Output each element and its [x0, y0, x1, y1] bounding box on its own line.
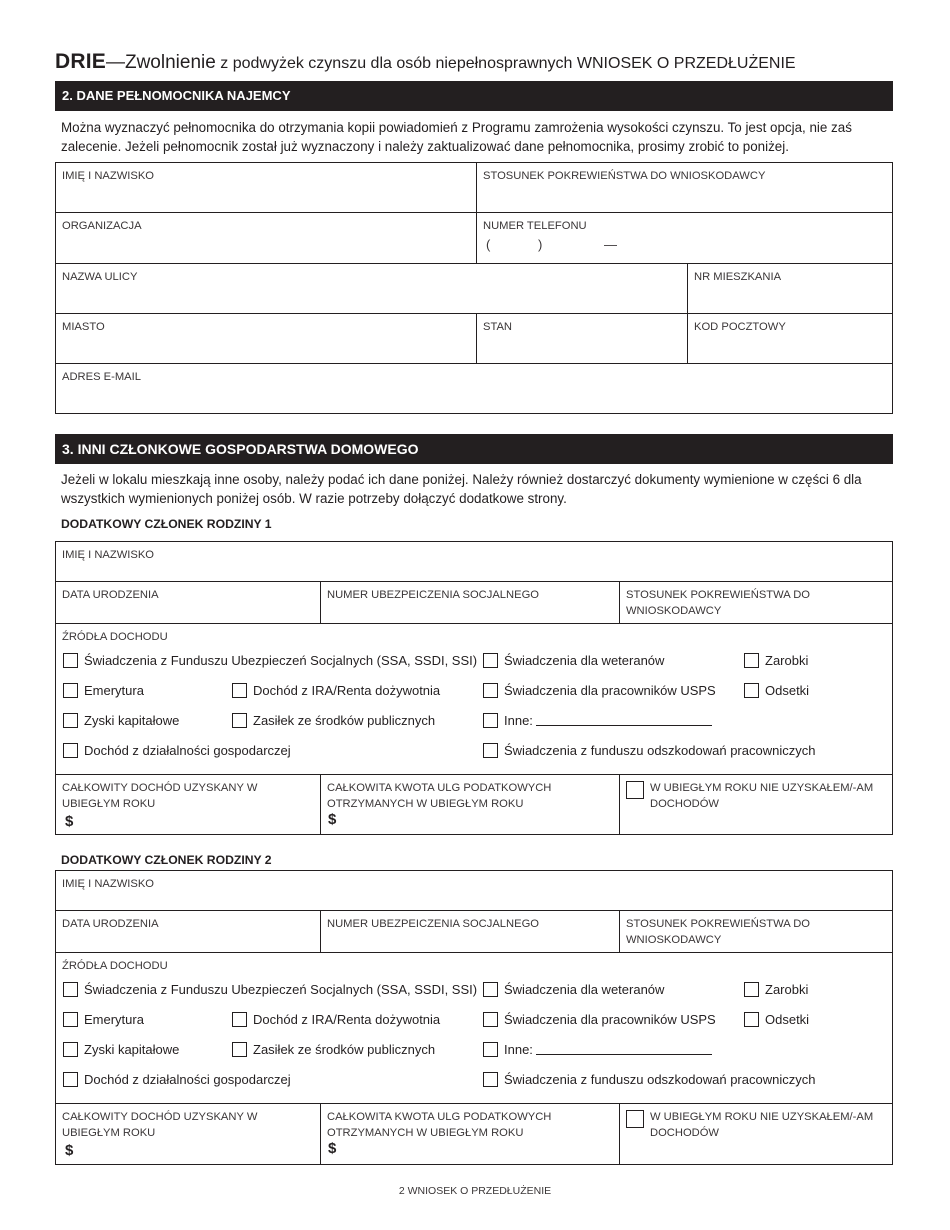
option-label: Zasiłek ze środków publicznych	[253, 713, 436, 728]
checkbox-square[interactable]	[63, 713, 78, 728]
checkbox-square[interactable]	[63, 1042, 78, 1057]
member-1-other-line[interactable]	[536, 715, 712, 726]
checkbox-square[interactable]	[483, 743, 498, 758]
member-1-dob-label: DATA URODZENIA	[62, 589, 159, 601]
checkbox-square[interactable]	[626, 1110, 644, 1128]
section-3-intro: Jeżeli w lokalu mieszkają inne osoby, należy podać ich dane poniżej. Należy również dostarczyć dokumenty wymienione w części 6 dla wszystkich wymienionych poniżej osób. W razie potrzeby dołączyć dodatkowe strony.	[61, 472, 862, 506]
option-label: Świadczenia z Funduszu Ubezpieczeń Socjalnych (SSA, SSDI, SSI)	[84, 982, 478, 997]
member-2-total-income-cell[interactable]	[56, 1104, 320, 1164]
page-footer: 2 WNIOSEK O PRZEDŁUŻENIE	[398, 1185, 552, 1197]
option-label: Zyski kapitałowe	[84, 1042, 180, 1057]
checkbox-square[interactable]	[483, 653, 498, 668]
member-2-income-sources-label: ŹRÓDŁA DOCHODU	[62, 960, 168, 972]
option-label: Dochód z IRA/Renta dożywotnia	[253, 1012, 441, 1027]
option-label: Emerytura	[84, 683, 144, 698]
agent-row-5	[56, 364, 892, 413]
member-2-row-totals	[56, 1104, 892, 1164]
member-2-dob-cell[interactable]	[56, 911, 320, 952]
form-title	[55, 50, 796, 74]
member-1-tax-credits-label: CAŁKOWITA KWOTA ULG PODATKOWYCH OTRZYMANYCH W UBIEGŁYM ROKU	[327, 782, 552, 810]
agent-apartment-cell[interactable]	[687, 264, 892, 313]
member-1-name-label: IMIĘ I NAZWISKO	[62, 549, 154, 561]
member-2-dob-label: DATA URODZENIA	[62, 918, 159, 930]
member-2-workers-comp-checkbox[interactable]	[483, 1072, 815, 1087]
member-2-ssn-label: NUMER UBEZPEICZENIA SOCJALNEGO	[327, 918, 539, 930]
agent-row-4	[56, 314, 892, 364]
member-1-income-sources-cell	[56, 624, 892, 774]
agent-details-table	[55, 162, 893, 414]
member-2-ira-checkbox[interactable]	[232, 1012, 440, 1027]
member-1-business-checkbox[interactable]	[63, 743, 291, 758]
member-2-capital-checkbox[interactable]	[63, 1042, 179, 1057]
option-label: Świadczenia dla weteranów	[504, 982, 665, 997]
member-1-other-checkbox[interactable]	[483, 713, 712, 728]
member-2-name-label: IMIĘ I NAZWISKO	[62, 878, 154, 890]
member-1-ssn-cell[interactable]	[320, 582, 619, 623]
option-label: Zyski kapitałowe	[84, 713, 180, 728]
agent-state-cell[interactable]	[476, 314, 687, 363]
checkbox-square[interactable]	[744, 1012, 759, 1027]
agent-phone-cell[interactable]	[476, 213, 892, 263]
member-2-no-income-cell	[619, 1104, 892, 1164]
checkbox-square[interactable]	[63, 1012, 78, 1027]
agent-zip-label: KOD POCZTOWY	[694, 321, 786, 333]
phone-open-paren: (	[486, 237, 491, 252]
agent-relationship-cell[interactable]	[476, 163, 892, 212]
option-label: W UBIEGŁYM ROKU NIE UZYSKAŁEM/-AM DOCHODÓW	[650, 1111, 874, 1139]
option-label: Świadczenia dla weteranów	[504, 653, 665, 668]
option-label: Emerytura	[84, 1012, 144, 1027]
option-label: Inne:	[504, 1042, 533, 1057]
phone-close-paren: )	[537, 237, 543, 252]
agent-email-cell[interactable]	[56, 364, 892, 413]
member-2-pension-checkbox[interactable]	[63, 1012, 144, 1027]
phone-format	[486, 237, 617, 252]
checkbox-square[interactable]	[626, 781, 644, 799]
option-label: W UBIEGŁYM ROKU NIE UZYSKAŁEM/-AM DOCHODÓW	[650, 782, 874, 810]
member-1-interest-checkbox[interactable]	[744, 683, 809, 698]
phone-dash: —	[603, 237, 617, 252]
option-label: Zarobki	[765, 982, 809, 997]
member-1-usps-checkbox[interactable]	[483, 683, 716, 698]
member-2-total-income-currency: $	[65, 1142, 74, 1159]
option-label: Zarobki	[765, 653, 809, 668]
checkbox-square[interactable]	[483, 683, 498, 698]
member-2-other-checkbox[interactable]	[483, 1042, 712, 1057]
checkbox-square[interactable]	[63, 683, 78, 698]
option-label: Świadczenia z funduszu odszkodowań pracowniczych	[504, 743, 816, 758]
member-1-total-income-currency: $	[65, 813, 74, 830]
checkbox-square[interactable]	[232, 1012, 247, 1027]
agent-name-cell[interactable]	[56, 163, 476, 212]
member-1-heading: DODATKOWY CZŁONEK RODZINY 1	[61, 517, 272, 531]
member-2-name-cell[interactable]	[56, 871, 892, 910]
agent-row-1	[56, 163, 892, 213]
agent-phone-label: NUMER TELEFONU	[483, 220, 587, 232]
member-1-row-income-sources	[56, 624, 892, 775]
member-1-row-totals	[56, 775, 892, 834]
option-label: Odsetki	[765, 1012, 810, 1027]
member-1-veterans-checkbox[interactable]	[483, 653, 664, 668]
member-1-earnings-checkbox[interactable]	[744, 653, 808, 668]
agent-state-label: STAN	[483, 321, 513, 333]
agent-street-cell[interactable]	[56, 264, 687, 313]
member-1-tax-credits-currency: $	[328, 811, 337, 828]
member-2-table	[55, 870, 893, 1165]
option-label: Dochód z działalności gospodarczej	[84, 743, 291, 758]
agent-zip-cell[interactable]	[687, 314, 892, 363]
member-1-ira-checkbox[interactable]	[232, 683, 440, 698]
checkbox-square[interactable]	[483, 982, 498, 997]
member-2-row-ids	[56, 911, 892, 953]
agent-email-label: ADRES E-MAIL	[62, 371, 141, 383]
member-2-heading: DODATKOWY CZŁONEK RODZINY 2	[61, 853, 272, 867]
member-2-business-checkbox[interactable]	[63, 1072, 291, 1087]
option-label: Świadczenia z funduszu odszkodowań pracowniczych	[504, 1072, 816, 1087]
brand-name: DRIE	[55, 50, 106, 73]
option-label: Zasiłek ze środków publicznych	[253, 1042, 436, 1057]
member-2-income-sources-cell	[56, 953, 892, 1103]
member-2-usps-checkbox[interactable]	[483, 1012, 716, 1027]
section-2-intro: Można wyznaczyć pełnomocnika do otrzymania kopii powiadomień z Programu zamrożenia wysokości czynszu. To jest opcja, nie zaś zalecenie. Jeżeli pełnomocnik został już wyznaczony i należy zaktualizować dane pełnomocnika, prosimy zrobić to poniżej.	[61, 120, 852, 154]
checkbox-square[interactable]	[232, 713, 247, 728]
section-3-header: 3. INNI CZŁONKOWE GOSPODARSTWA DOMOWEGO	[55, 434, 893, 464]
checkbox-square[interactable]	[744, 982, 759, 997]
agent-row-2	[56, 213, 892, 264]
agent-apartment-label: NR MIESZKANIA	[694, 271, 782, 283]
member-1-row-ids	[56, 582, 892, 624]
member-1-pension-checkbox[interactable]	[63, 683, 144, 698]
option-label: Dochód z IRA/Renta dożywotnia	[253, 683, 441, 698]
checkbox-square[interactable]	[63, 1072, 78, 1087]
member-1-total-income-label: CAŁKOWITY DOCHÓD UZYSKANY W UBIEGŁYM ROKU	[62, 782, 258, 810]
agent-organization-label: ORGANIZACJA	[62, 220, 142, 232]
member-2-other-line[interactable]	[536, 1044, 712, 1055]
option-label: Świadczenia z Funduszu Ubezpieczeń Socjalnych (SSA, SSDI, SSI)	[84, 653, 478, 668]
agent-name-label: IMIĘ I NAZWISKO	[62, 170, 154, 182]
checkbox-square[interactable]	[63, 982, 78, 997]
checkbox-square[interactable]	[232, 683, 247, 698]
member-2-ssn-cell[interactable]	[320, 911, 619, 952]
agent-city-cell[interactable]	[56, 314, 476, 363]
member-1-ssa-checkbox[interactable]	[63, 653, 477, 668]
member-2-interest-checkbox[interactable]	[744, 1012, 809, 1027]
option-label: Inne:	[504, 713, 533, 728]
member-2-row-income-sources	[56, 953, 892, 1104]
member-1-dob-cell[interactable]	[56, 582, 320, 623]
member-2-veterans-checkbox[interactable]	[483, 982, 664, 997]
checkbox-square[interactable]	[63, 653, 78, 668]
title-part-2: z podwyżek czynszu dla osób niepełnosprawnych WNIOSEK O PRZEDŁUŻENIE	[215, 55, 796, 72]
checkbox-square[interactable]	[232, 1042, 247, 1057]
member-1-income-sources-label: ŹRÓDŁA DOCHODU	[62, 631, 168, 643]
checkbox-square[interactable]	[744, 653, 759, 668]
member-2-relationship-label: STOSUNEK POKREWIEŃSTWA DO WNIOSKODAWCY	[626, 918, 810, 946]
member-2-no-income-checkbox[interactable]	[626, 1109, 880, 1141]
checkbox-square[interactable]	[63, 743, 78, 758]
member-1-tax-credits-cell[interactable]	[320, 775, 619, 834]
member-2-public-checkbox[interactable]	[232, 1042, 435, 1057]
member-2-tax-credits-cell[interactable]	[320, 1104, 619, 1164]
agent-street-label: NAZWA ULICY	[62, 271, 138, 283]
checkbox-square[interactable]	[483, 1042, 498, 1057]
member-1-no-income-checkbox[interactable]	[626, 780, 880, 812]
member-2-ssa-checkbox[interactable]	[63, 982, 477, 997]
member-2-tax-credits-currency: $	[328, 1140, 337, 1157]
option-label: Świadczenia dla pracowników USPS	[504, 1012, 716, 1027]
member-1-relationship-cell[interactable]	[619, 582, 892, 623]
checkbox-square[interactable]	[744, 683, 759, 698]
member-2-relationship-cell[interactable]	[619, 911, 892, 952]
member-2-total-income-label: CAŁKOWITY DOCHÓD UZYSKANY W UBIEGŁYM ROKU	[62, 1111, 258, 1139]
member-1-capital-checkbox[interactable]	[63, 713, 179, 728]
member-1-no-income-cell	[619, 775, 892, 834]
agent-relationship-label: STOSUNEK POKREWIEŃSTWA DO WNIOSKODAWCY	[483, 170, 766, 182]
agent-row-3	[56, 264, 892, 314]
member-2-earnings-checkbox[interactable]	[744, 982, 808, 997]
option-label: Odsetki	[765, 683, 810, 698]
agent-organization-cell[interactable]	[56, 213, 476, 263]
title-part-1: Zwolnienie	[124, 52, 216, 73]
checkbox-square[interactable]	[483, 1012, 498, 1027]
option-label: Świadczenia dla pracowników USPS	[504, 683, 716, 698]
title-dash: —	[105, 52, 125, 73]
member-1-name-cell[interactable]	[56, 542, 892, 581]
member-1-table	[55, 541, 893, 835]
member-2-tax-credits-label: CAŁKOWITA KWOTA ULG PODATKOWYCH OTRZYMANYCH W UBIEGŁYM ROKU	[327, 1111, 552, 1139]
member-1-relationship-label: STOSUNEK POKREWIEŃSTWA DO WNIOSKODAWCY	[626, 589, 810, 617]
section-2-header: 2. DANE PEŁNOMOCNIKA NAJEMCY	[55, 81, 893, 111]
checkbox-square[interactable]	[483, 713, 498, 728]
agent-city-label: MIASTO	[62, 321, 105, 333]
checkbox-square[interactable]	[483, 1072, 498, 1087]
member-2-row-name	[56, 871, 892, 911]
member-1-public-checkbox[interactable]	[232, 713, 435, 728]
option-label: Dochód z działalności gospodarczej	[84, 1072, 291, 1087]
member-1-ssn-label: NUMER UBEZPEICZENIA SOCJALNEGO	[327, 589, 539, 601]
member-1-workers-comp-checkbox[interactable]	[483, 743, 815, 758]
member-1-total-income-cell[interactable]	[56, 775, 320, 834]
member-1-row-name	[56, 542, 892, 582]
